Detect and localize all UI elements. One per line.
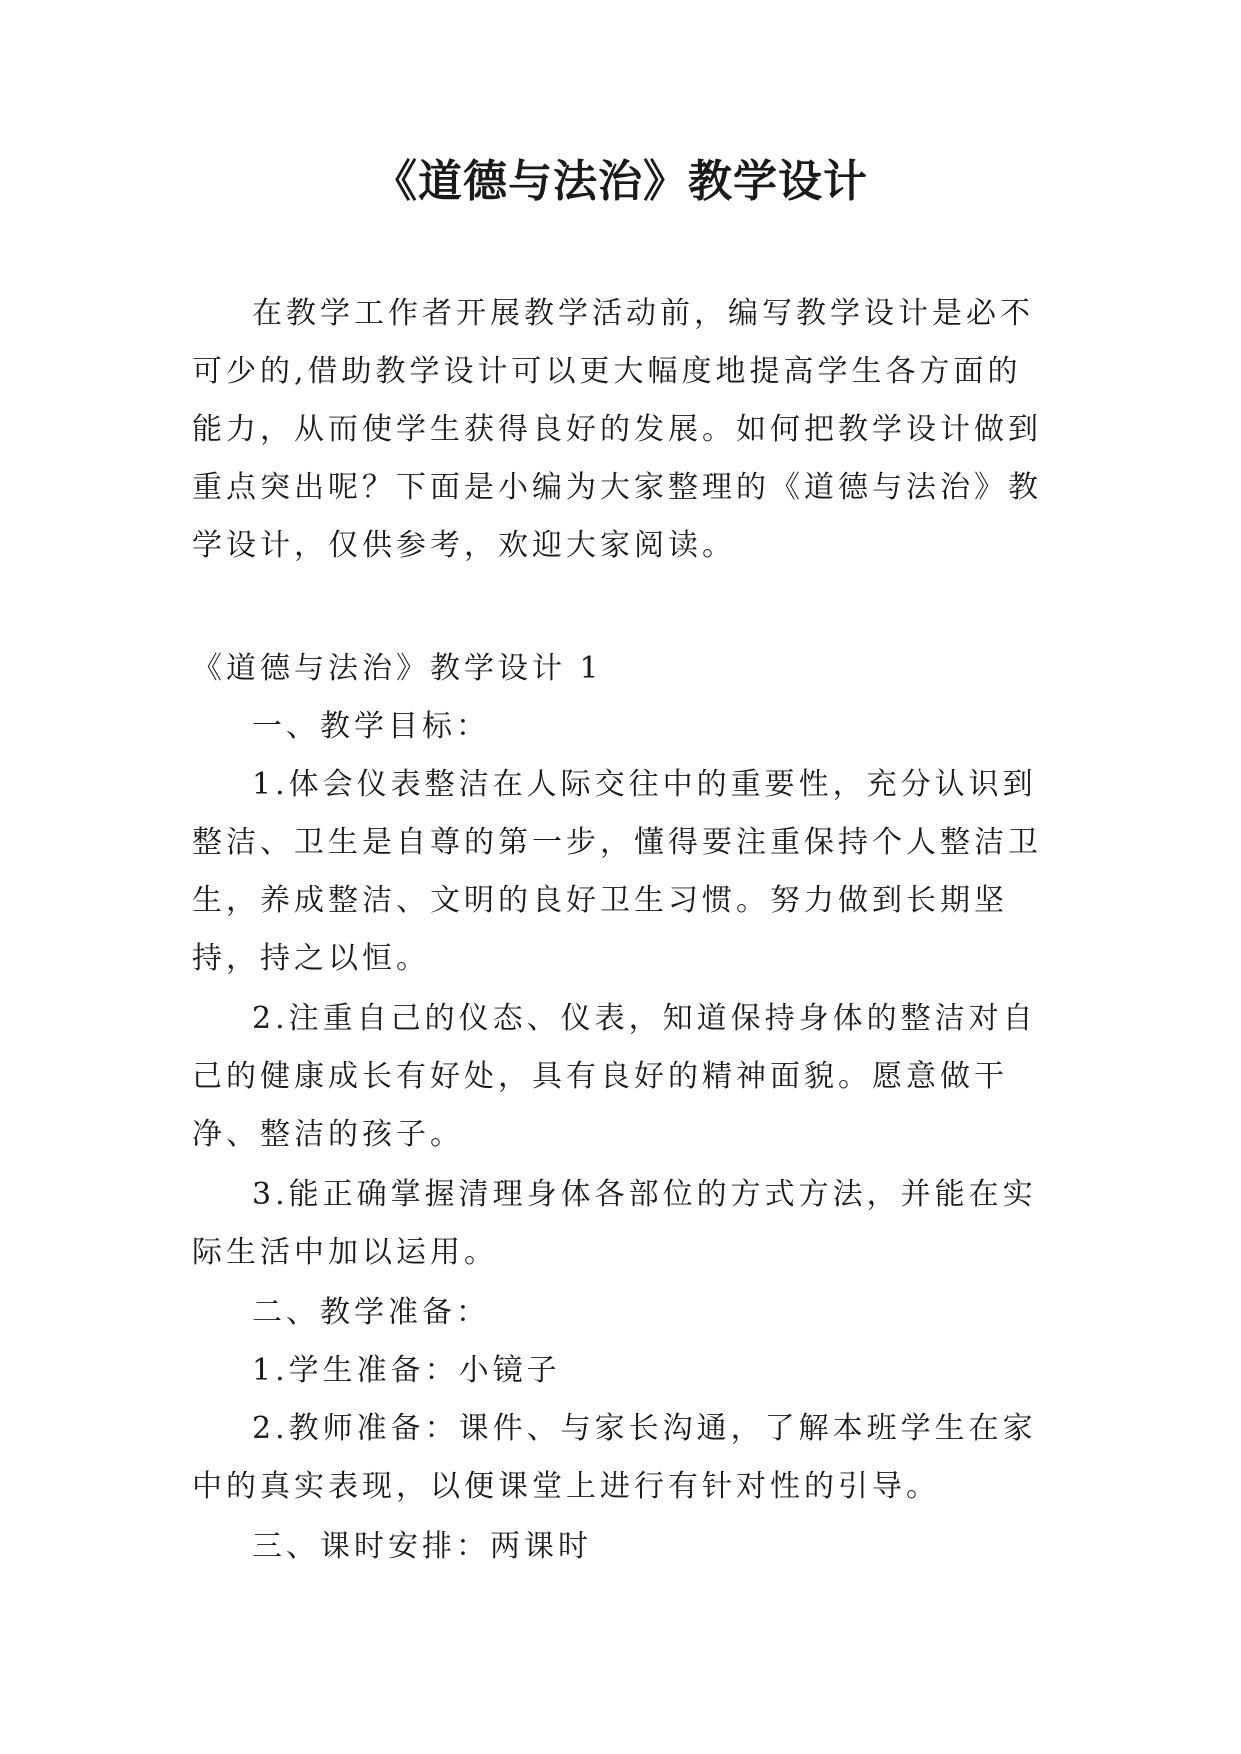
preparation-item-2: 2.教师准备：课件、与家长沟通，了解本班学生在家中的真实表现，以便课堂上进行有针对性的引导。 <box>192 1411 1037 1504</box>
heading-teaching-preparation: 二、教学准备： <box>252 1295 490 1330</box>
section-title: 《道德与法治》教学设计 1 <box>192 651 603 686</box>
goal-item-1: 1.体会仪表整洁在人际交往中的重要性，充分认识到整洁、卫生是自尊的第一步，懂得要注重保持个人整洁卫生，养成整洁、文明的良好卫生习惯。努力做到长期坚持，持之以恒。 <box>192 767 1042 976</box>
heading-teaching-goals: 一、教学目标： <box>252 709 490 744</box>
document-title: 《道德与法治》教学设计 <box>373 156 868 207</box>
heading-class-schedule: 三、课时安排：两课时 <box>252 1529 592 1564</box>
goal-item-2: 2.注重自己的仪态、仪表，知道保持身体的整洁对自己的健康成长有好处，具有良好的精神面貌。愿意做干净、整洁的孩子。 <box>192 1001 1037 1152</box>
goal-item-3: 3.能正确掌握清理身体各部位的方式方法，并能在实际生活中加以运用。 <box>192 1177 1037 1270</box>
intro-paragraph: 在教学工作者开展教学活动前，编写教学设计是必不可少的,借助教学设计可以更大幅度地提高学生各方面的能力，从而使学生获得良好的发展。如何把教学设计做到重点突出呢？下面是小编为大家整理的《道德与法治》教学设计，仅供参考，欢迎大家阅读。 <box>192 296 1042 563</box>
preparation-item-1: 1.学生准备：小镜子 <box>252 1353 561 1388</box>
